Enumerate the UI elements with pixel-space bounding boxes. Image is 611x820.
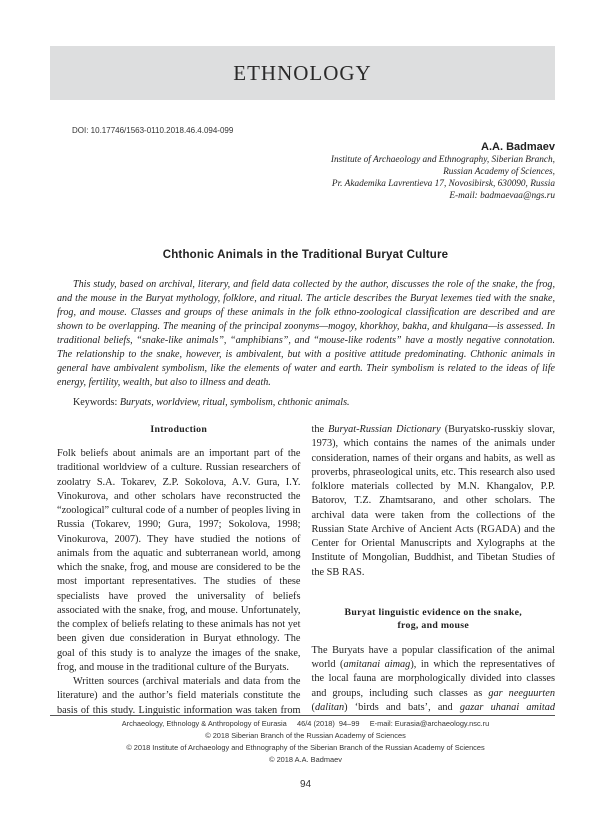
heading-line: Buryat linguistic evidence on the snake, (344, 606, 522, 618)
keywords-value: Buryats, worldview, ritual, symbolism, chthonic animals. (119, 397, 350, 408)
italic-term: amitanai aimag (343, 659, 411, 670)
text-segment: (Buryatsko-russkiy slovar, 1973), which contains the names of the animals under consideration, names of their organs and habits, as well as proverbs, phraseological units, etc. This research also used folklore materials collected by M.N. Khangalov, P.P. Batorov, T.Z. Zhamtsarano, and other scholars. The archival data were taken from the collections of the Russian State Archive of Ancient Acts (RGADA) and the Center for Oriental Manuscripts and Xylographs at the Institute of Mongolian, Buddhist, and Tibetan Studies of the SB RAS. (311, 424, 555, 578)
body-columns (57, 423, 555, 718)
heading-line: frog, and mouse (397, 619, 470, 631)
affiliation-line: Institute of Archaeology and Ethnography, Siberian Branch, (330, 155, 555, 165)
section-title: ETHNOLOGY (233, 60, 372, 85)
italic-term: gar neeguurten (488, 687, 556, 699)
copyright-line: © 2018 Institute of Archaeology and Ethnography of the Siberian Branch of the Russian Academy of Sciences (126, 743, 485, 752)
italic-term: gazar uhanai amitad (459, 701, 555, 713)
text-segment: The Buryats have a popular classification of the animal world ( (311, 644, 555, 670)
text-segment: ( (311, 701, 315, 713)
section-heading-linguistic (312, 606, 556, 632)
copyright-line: © 2018 Siberian Branch of the Russian Academy of Sciences (205, 731, 406, 740)
linguistic-paragraph-1 (312, 644, 556, 715)
article-title: Chthonic Animals in the Traditional Buryat Culture (162, 249, 449, 261)
keywords (73, 396, 350, 410)
journal-info: Archaeology, Ethnology & Anthropology of Eurasia 46/4 (2018) 94–99 E-mail: Eurasia@archaeology.nsc.ru (121, 719, 490, 728)
abstract: This study, based on archival, literary, and field data collected by the author, discusses the role of the snake, the frog, and the mouse in the Buryat mythology, folklore, and ritual. The article describes the Buryat lexemes tied with the snake, frog, and mouse. Classes and groups of these animals in the folk ethno-zoological classification are described and are shown to be overlapping. The meaning of the principal zoonyms—mogoy, khorkhoy, bakha, and khulgana—is assessed. In traditional beliefs, “snake-like animals”, “amphibians”, and “mouse-like rodents” have a mostly negative connotation. The relationship to the snake, however, is ambivalent, but with a positive attitude predominating. Chthonic animals in general have ambivalent symbolism, like the elements of water and earth. Their symbolism is related to the ideas of life energy, fertility, wealth, but also to illness and death. (57, 279, 555, 388)
affiliation-line: Russian Academy of Sciences, (443, 167, 555, 177)
page-number: 94 (299, 779, 312, 790)
text-segment: ) ‘birds and bats’, and (344, 701, 460, 713)
footer-divider (50, 715, 555, 716)
section-heading-introduction: Introduction (150, 424, 208, 435)
footer (0, 718, 611, 766)
copyright-line: © 2018 A.A. Badmaev (269, 755, 342, 764)
author-name: A.A. Badmaev (481, 141, 555, 153)
doi[interactable]: DOI: 10.17746/1563-0110.2018.46.4.094-099 (72, 126, 234, 135)
author-email[interactable]: E-mail: badmaevaa@ngs.ru (449, 191, 555, 201)
italic-term: Buryat-Russian Dictionary (328, 424, 441, 435)
section-banner (50, 46, 555, 100)
affiliation-line: Pr. Akademika Lavrentieva 17, Novosibirsk, 630090, Russia (331, 179, 555, 189)
keywords-label: Keywords: (73, 397, 118, 408)
text-segment: Written sources (archival materials and data from the literature) and the author’s field materials constitute the basis of this study. Linguistic information was taken from the (57, 424, 329, 716)
italic-term: dalitan (314, 701, 345, 713)
intro-paragraph-1: Folk beliefs about animals are an important part of the traditional worldview of a culture. Russian researchers of zoolatry S.A. Tokarev, Z.P. Sokolova, A.V. Gura, I.Y. Vinokurova, and other scholars have reconstructed the “zoological” cultural code of a number of peoples living in Russia (Tokarev, 1990; Gura, 1997; Sokolova, 1998; Vinokurova, 2007). They have studied the notions of animals from the aquatic and subterranean world, among which the snake, frog, and mouse are considered to be the most important representatives. The studies of these specialists have proved the universality of beliefs associated with the snake, frog, and mouse. Unfortunately, the complex of beliefs relating to these animals has not yet been given due consideration in Buryat ethnology. The goal of this study is to analyze the images of the snake, frog, and mouse in the traditional culture of the Buryats. (57, 448, 301, 673)
author-block (331, 140, 555, 202)
text-segment: ), in which the representatives of the local fauna are morphologically divided into classes and groups, including such classes as (311, 659, 555, 699)
